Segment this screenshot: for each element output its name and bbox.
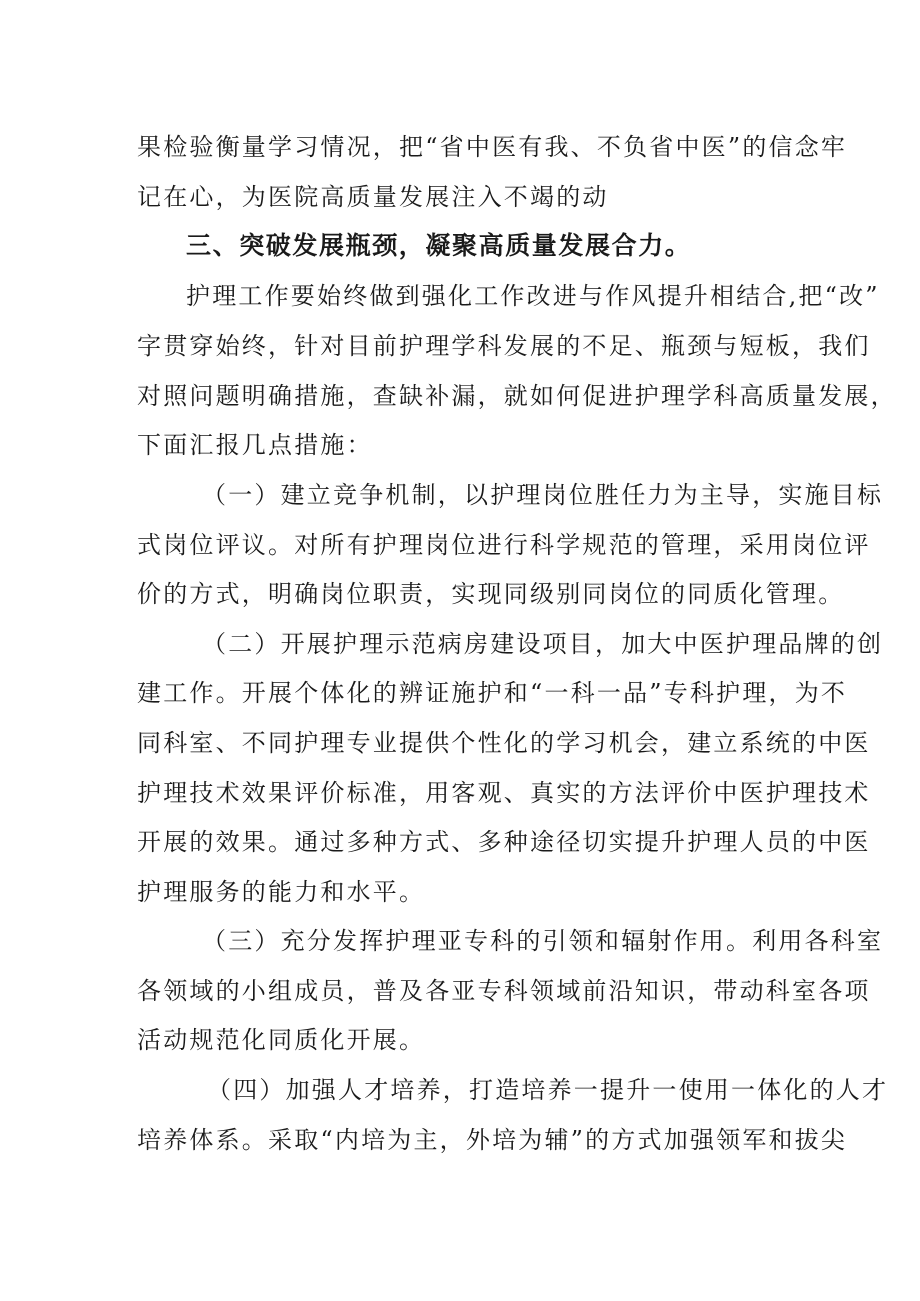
- text-line: 对照问题明确措施，查缺补漏，就如何促进护理学科高质量发展，: [137, 382, 897, 410]
- text-line: 果检验衡量学习情况，把“省中医有我、不负省中医”的信念牢: [137, 133, 848, 161]
- list-item-2-first-line: （二）开展护理示范病房建设项目，加大中医护理品牌的创: [202, 630, 884, 658]
- list-item-1-first-line: （一）建立竞争机制，以护理岗位胜任力为主导，实施目标: [202, 481, 884, 509]
- text-line: 建工作。开展个体化的辨证施护和“一科一品”专科护理，为不: [137, 679, 848, 707]
- text-line: 护理技术效果评价标准，用客观、真实的方法评价中医护理技术: [137, 779, 871, 807]
- text-line: 下面汇报几点措施：: [137, 431, 373, 459]
- text-line: 式岗位评议。对所有护理岗位进行科学规范的管理，采用岗位评: [137, 531, 871, 559]
- text-line: 开展的效果。通过多种方式、多种途径切实提升护理人员的中医: [137, 828, 871, 856]
- paragraph-first-line: 护理工作要始终做到强化工作改进与作风提升相结合,把“改”: [186, 282, 880, 310]
- text-line: 记在心，为医院高质量发展注入不竭的动: [137, 183, 609, 211]
- text-line: 同科室、不同护理专业提供个性化的学习机会，建立系统的中医: [137, 729, 871, 757]
- list-item-4-first-line: （四）加强人才培养，打造培养一提升一使用一体化的人才: [207, 1076, 889, 1104]
- section-heading: 三、突破发展瓶颈，凝聚高质量发展合力。: [186, 231, 692, 260]
- text-line: 活动规范化同质化开展。: [137, 1026, 426, 1054]
- text-line: 护理服务的能力和水平。: [137, 878, 426, 906]
- list-item-3-first-line: （三）充分发挥护理亚专科的引领和辐射作用。利用各科室: [202, 927, 884, 955]
- text-line: 培养体系。采取“内培为主，外培为辅”的方式加强领军和拔尖: [137, 1126, 848, 1154]
- text-line: 价的方式，明确岗位职责，实现同级别同岗位的同质化管理。: [137, 580, 845, 608]
- text-line: 各领域的小组成员，普及各亚专科领域前沿知识，带动科室各项: [137, 977, 871, 1005]
- text-line: 字贯穿始终，针对目前护理学科发展的不足、瓶颈与短板，我们: [137, 332, 871, 360]
